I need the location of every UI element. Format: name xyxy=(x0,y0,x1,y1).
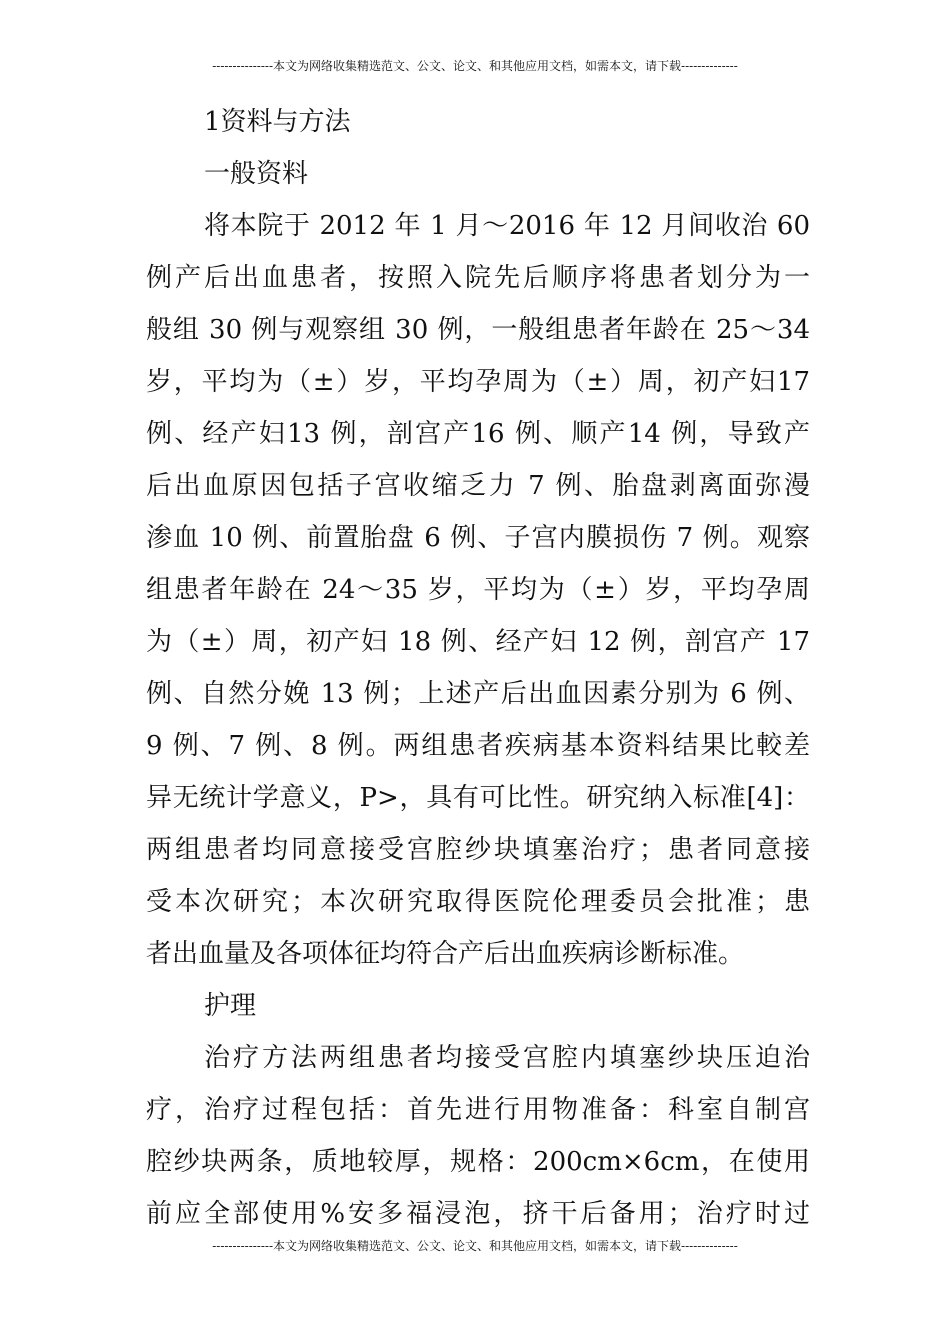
paragraph-line: 治疗方法两组患者均接受宫腔内填塞纱块压迫治 xyxy=(204,1043,810,1073)
paragraph-line: 例、自然分娩 13 例；上述产后出血因素分别为 6 例、 xyxy=(146,679,810,709)
paragraph-line: 受本次研究；本次研究取得医院伦理委员会批准；患 xyxy=(146,887,810,917)
paragraph-line: 异无统计学意义，P>，具有可比性。研究纳入标准[4]： xyxy=(146,783,810,813)
subsection-heading: 护理 xyxy=(204,991,257,1021)
paragraph-line: 渗血 10 例、前置胎盘 6 例、子宫内膜损伤 7 例。观察 xyxy=(146,523,810,553)
paragraph-line: 岁，平均为（±）岁，平均孕周为（±）周，初产妇17 xyxy=(146,367,810,397)
footer-banner: ---------------本文为网络收集精选范文、公文、论文、和其他应用文档，如需本文，请下载-------------- xyxy=(212,1239,738,1253)
paragraph-line: 后出血原因包括子宫收缩乏力 7 例、胎盘剥离面弥漫 xyxy=(146,471,810,501)
document-body xyxy=(146,96,810,1240)
paragraph-line: 组患者年龄在 24～35 岁，平均为（±）岁，平均孕周 xyxy=(146,575,810,605)
paragraph-line: 疗，治疗过程包括：首先进行用物准备：科室自制宫 xyxy=(146,1095,810,1125)
paragraph-line: 将本院于 2012 年 1 月～2016 年 12 月间收治 60 xyxy=(204,211,810,241)
paragraph-line: 例、经产妇13 例，剖宫产16 例、顺产14 例，导致产 xyxy=(146,419,810,449)
paragraph-line: 例产后出血患者，按照入院先后顺序将患者划分为一 xyxy=(146,263,810,293)
subsection-heading: 一般资料 xyxy=(204,159,309,189)
header-banner: ---------------本文为网络收集精选范文、公文、论文、和其他应用文档，如需本文，请下载-------------- xyxy=(212,59,738,73)
paragraph-line: 前应全部使用%安多福浸泡，挤干后备用；治疗时过 xyxy=(146,1199,810,1229)
paragraph-line: 两组患者均同意接受宫腔纱块填塞治疗；患者同意接 xyxy=(146,835,810,865)
paragraph-line: 为（±）周，初产妇 18 例、经产妇 12 例，剖宫产 17 xyxy=(146,627,810,657)
paragraph-line: 般组 30 例与观察组 30 例，一般组患者年龄在 25～34 xyxy=(146,315,810,345)
paragraph-line: 腔纱块两条，质地较厚，规格：200cm×6cm，在使用 xyxy=(146,1147,810,1177)
section-heading: 1资料与方法 xyxy=(204,107,351,137)
paragraph-line: 者出血量及各项体征均符合产后出血疾病诊断标准。 xyxy=(146,939,745,969)
paragraph-line: 9 例、7 例、8 例。两组患者疾病基本资料结果比較差 xyxy=(146,731,810,761)
